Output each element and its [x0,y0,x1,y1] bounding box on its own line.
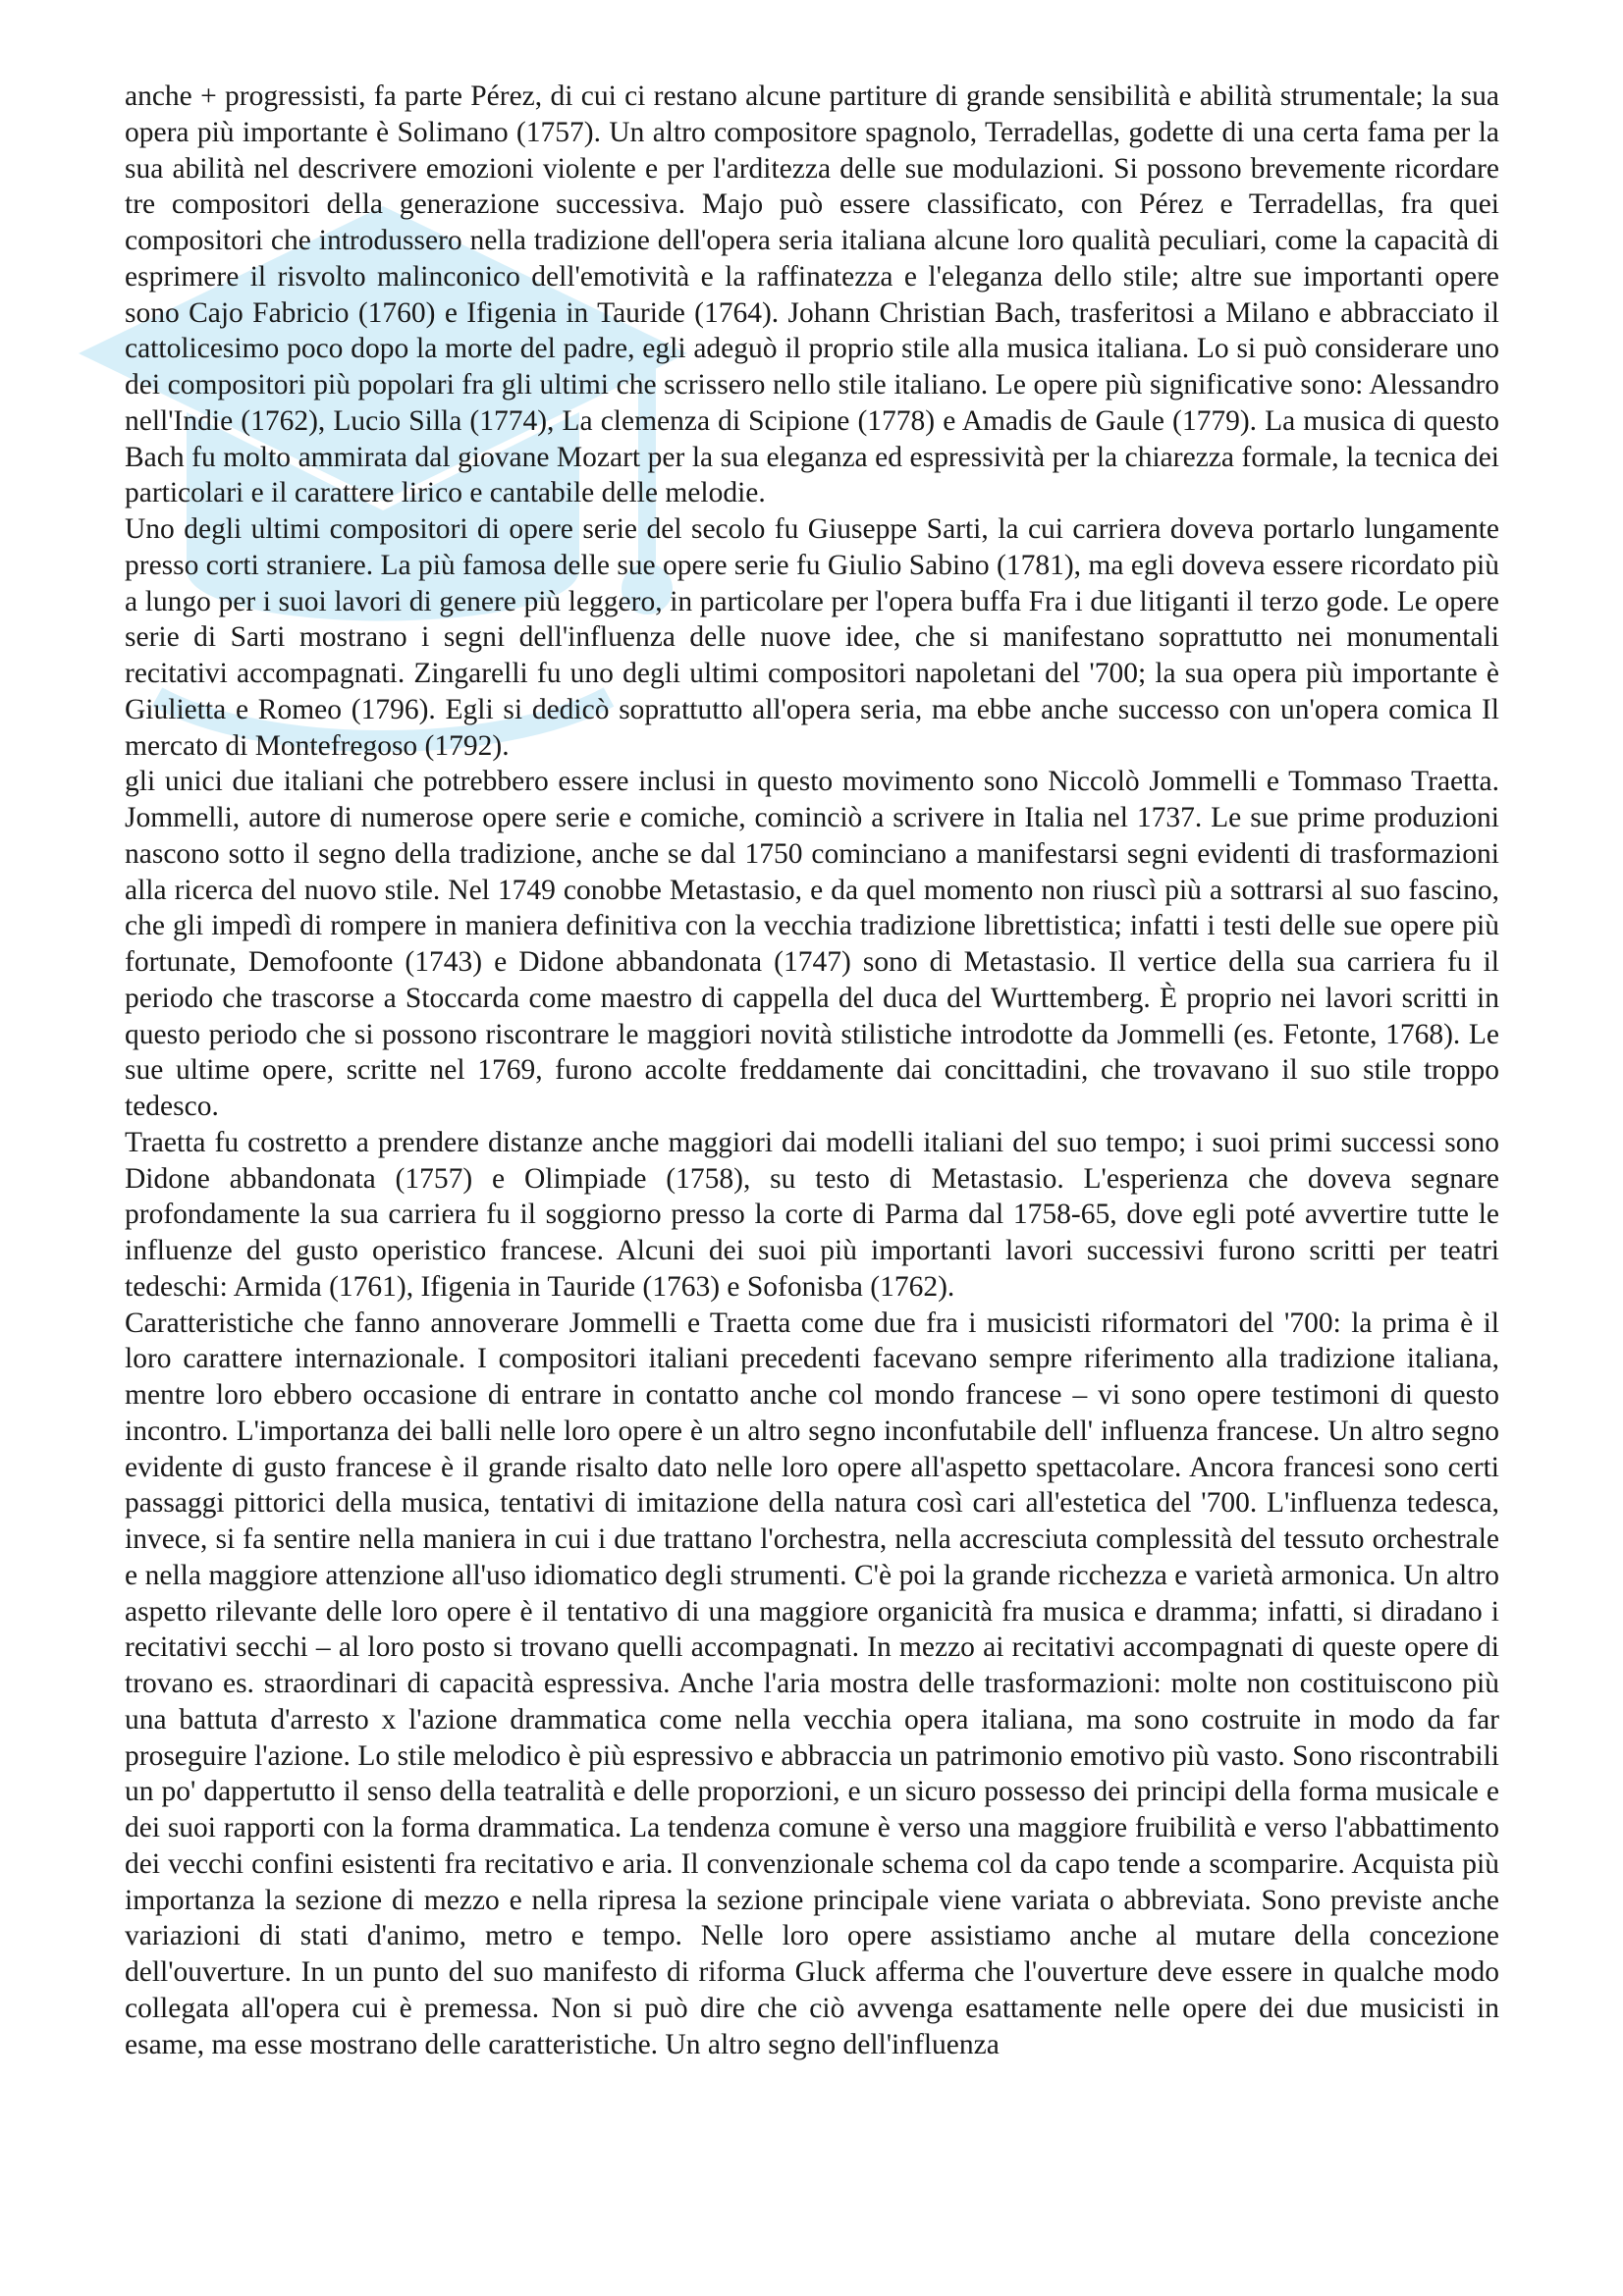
paragraph: gli unici due italiani che potrebbero essere inclusi in questo movimento sono Niccolò Jommelli e Tommaso Traetta. Jommelli, autore di numerose opere serie e comiche, cominciò a scrivere in Italia nel 1737. Le sue prime produzioni nascono sotto il segno della tradizione, anche se dal 1750 cominciano a manifestarsi segni evidenti di trasformazioni alla ricerca del nuovo stile. Nel 1749 conobbe Metastasio, e da quel momento non riuscì più a sottrarsi al suo fascino, che gli impedì di rompere in maniera definitiva con la vecchia tradizione librettistica; infatti i testi delle sue opere più fortunate, Demofoonte (1743) e Didone abbandonata (1747) sono di Metastasio. Il vertice della sua carriera fu il periodo che trascorse a Stoccarda come maestro di cappella del duca del Wurttemberg. È proprio nei lavori scritti in questo periodo che si possono riscontrare le maggiori novità stilistiche introdotte da Jommelli (es. Fetonte, 1768). Le sue ultime opere, scritte nel 1769, furono accolte freddamente dai concittadini, che trovavano il suo stile troppo tedesco. [125,766,1499,1122]
paragraph: Caratteristiche che fanno annoverare Jommelli e Traetta come due fra i musicisti riformatori del '700: la prima è il loro carattere internazionale. I compositori italiani precedenti facevano sempre riferimento alla tradizione italiana, mentre loro ebbero occasione di entrare in contatto anche col mondo francese – vi sono opere testimoni di questo incontro. L'importanza dei balli nelle loro opere è un altro segno inconfutabile dell' influenza francese. Un altro segno evidente di gusto francese è il grande risalto dato nelle loro opere all'aspetto spettacolare. Ancora francesi sono certi passaggi pittorici della musica, tentativi di imitazione della natura così cari all'estetica del '700. L'influenza tedesca, invece, si fa sentire nella maniera in cui i due trattano l'orchestra, nella accresciuta complessità del tessuto orchestrale e nella maggiore attenzione all'uso idiomatico degli strumenti. C'è poi la grande ricchezza e varietà armonica. Un altro aspetto rilevante delle loro opere è il tentativo di una maggiore organicità fra musica e dramma; infatti, si diradano i recitativi secchi – al loro posto si trovano quelli accompagnati. In mezzo ai recitativi accompagnati di queste opere di trovano es. straordinari di capacità espressiva. Anche l'aria mostra delle trasformazioni: molte non costituiscono più una battuta d'arresto x l'azione drammatica come nella vecchia opera italiana, ma sono costruite in modo da far proseguire l'azione. Lo stile melodico è più espressivo e abbraccia un patrimonio emotivo più vasto. Sono riscontrabili un po' dappertutto il senso della teatralità e delle proporzioni, e un sicuro possesso dei principi della forma musicale e dei suoi rapporti con la forma drammatica. La tendenza comune è verso una maggiore fruibilità e verso l'abbattimento dei vecchi confini esistenti fra recitativo e aria. Il convenzionale schema col da capo tende a scomparire. Acquista più importanza la sezione di mezzo e nella ripresa la sezione principale viene variata o abbreviata. Sono previste anche variazioni di stati d'animo, metro e tempo. Nelle loro opere assistiamo anche al mutare della concezione dell'ouverture. In un punto del suo manifesto di riforma Gluck afferma che l'ouverture deve essere in qualche modo collegata all'opera cui è premessa. Non si può dire che ciò avvenga esattamente nelle opere dei due musicisti in esame, ma esse mostrano delle caratteristiche. Un altro segno dell'influenza [125,1307,1499,2060]
paragraph: Traetta fu costretto a prendere distanze anche maggiori dai modelli italiani del suo tempo; i suoi primi successi sono Didone abbandonata (1757) e Olimpiade (1758), su testo di Metastasio. L'esperienza che doveva segnare profondamente la sua carriera fu il soggiorno presso la corte di Parma dal 1758-65, dove egli poté avvertire tutte le influenze del gusto operistico francese. Alcuni dei suoi più importanti lavori successivi furono scritti per teatri tedeschi: Armida (1761), Ifigenia in Tauride (1763) e Sofonisba (1762). [125,1126,1499,1303]
body-text [125,79,1499,2062]
paragraph: anche + progressisti, fa parte Pérez, di cui ci restano alcune partiture di grande sensibilità e abilità strumentale; la sua opera più importante è Solimano (1757). Un altro compositore spagnolo, Terradellas, godette di una certa fama per la sua abilità nel descrivere emozioni violente e per l'arditezza delle sue modulazioni. Si possono brevemente ricordare tre compositori della generazione successiva. Majo può essere classificato, con Pérez e Terradellas, fra quei compositori che introdussero nella tradizione dell'opera seria italiana alcune loro qualità peculiari, come la capacità di esprimere il risvolto malinconico dell'emotività e la raffinatezza e l'eleganza dello stile; altre sue importanti opere sono Cajo Fabricio (1760) e Ifigenia in Tauride (1764). Johann Christian Bach, trasferitosi a Milano e abbracciato il cattolicesimo poco dopo la morte del padre, egli adeguò il proprio stile alla musica italiana. Lo si può considerare uno dei compositori più popolari fra gli ultimi che scrissero nello stile italiano. Le opere più significative sono: Alessandro nell'Indie (1762), Lucio Silla (1774), La clemenza di Scipione (1778) e Amadis de Gaule (1779). La musica di questo Bach fu molto ammirata dal giovane Mozart per la sua eleganza ed espressività per la chiarezza formale, la tecnica dei particolari e il carattere lirico e cantabile delle melodie. [125,80,1499,509]
paragraph: Uno degli ultimi compositori di opere serie del secolo fu Giuseppe Sarti, la cui carriera doveva portarlo lungamente presso corti straniere. La più famosa delle sue opere serie fu Giulio Sabino (1781), ma egli doveva essere ricordato più a lungo per i suoi lavori di genere più leggero, in particolare per l'opera buffa Fra i due litiganti il terzo gode. Le opere serie di Sarti mostrano i segni dell'influenza delle nuove idee, che si manifestano soprattutto nei monumentali recitativi accompagnati. Zingarelli fu uno degli ultimi compositori napoletani del '700; la sua opera più importante è Giulietta e Romeo (1796). Egli si dedicò soprattutto all'opera seria, ma ebbe anche successo con un'opera comica Il mercato di Montefregoso (1792). [125,513,1499,762]
